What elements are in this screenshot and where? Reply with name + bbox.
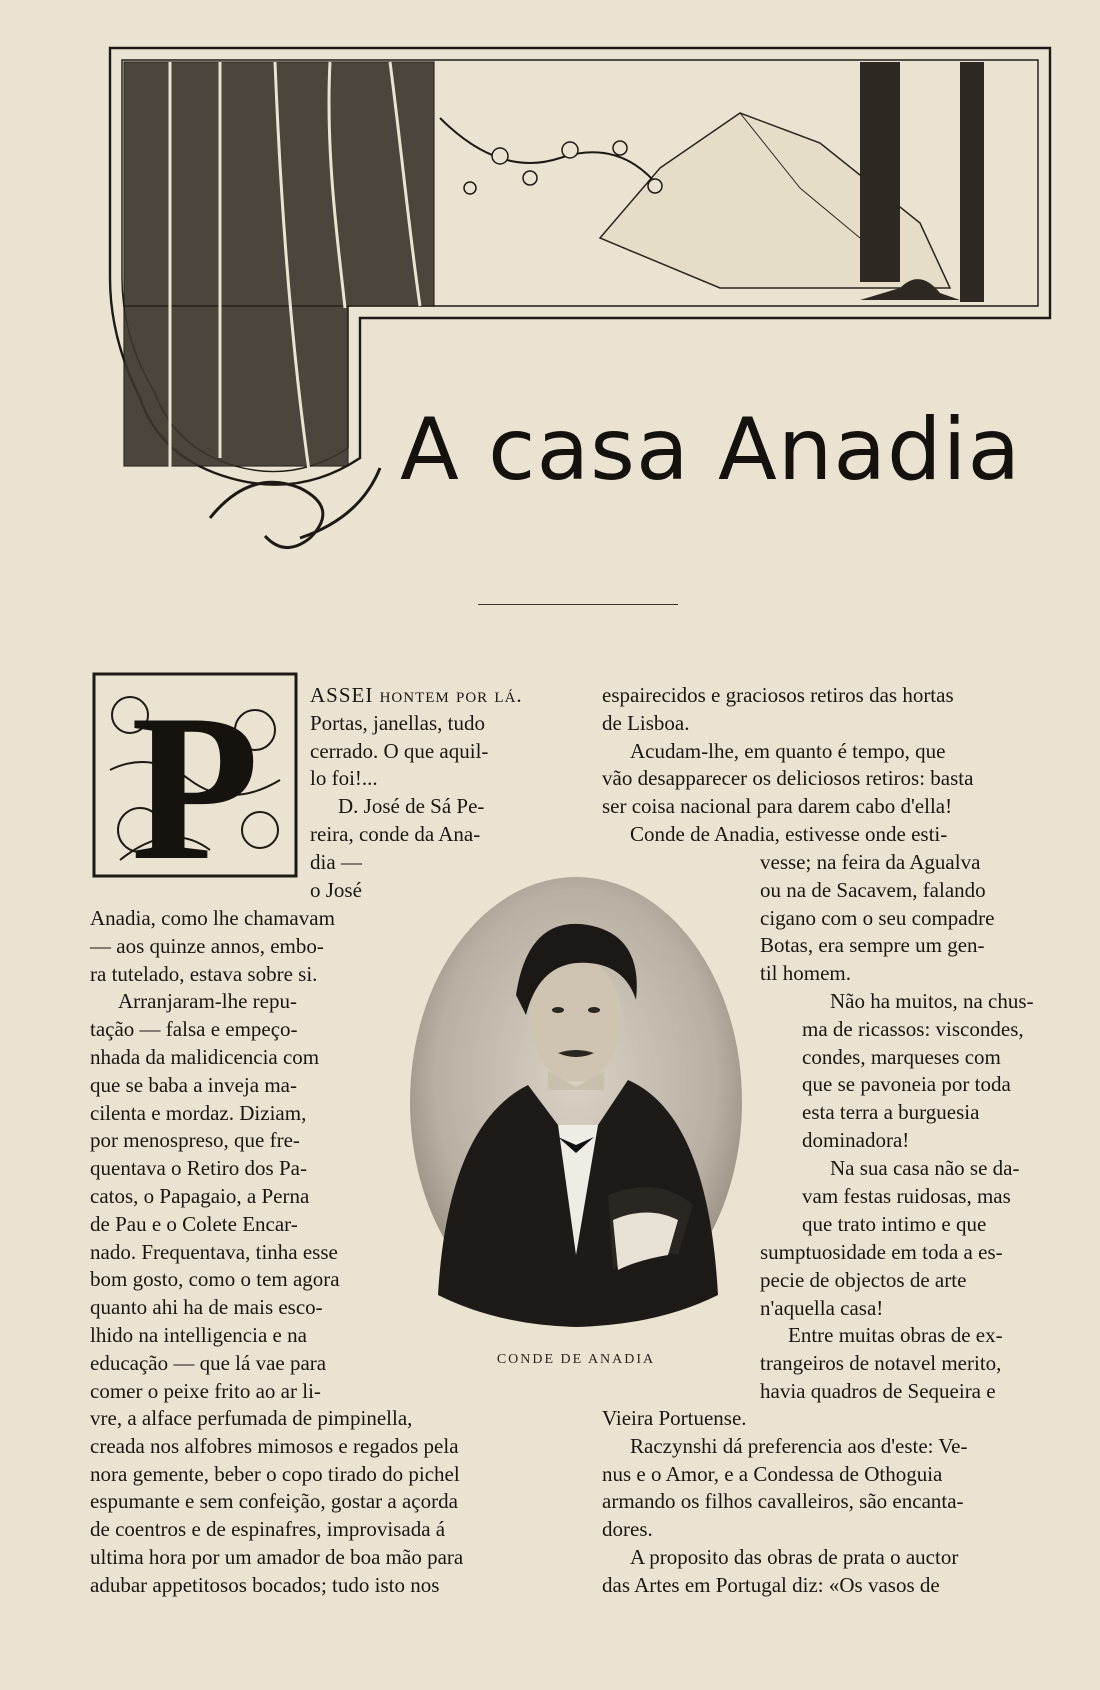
text-line: tação — falsa e empeço-: [90, 1017, 298, 1042]
text-line: lhido na intelligencia e na: [90, 1322, 307, 1347]
text-line: nus e o Amor, e a Condessa de Othoguia: [602, 1461, 943, 1486]
text-line: dores.: [602, 1517, 653, 1542]
text-line: das Artes em Portugal diz: «Os vasos de: [602, 1572, 940, 1597]
text-line: ou na de Sacavem, falando: [760, 877, 986, 902]
text-line: de coentros e de espinafres, improvisada á: [90, 1517, 446, 1542]
text-line: comer o peixe frito ao ar li-: [90, 1378, 321, 1403]
text-line: que trato intimo e que: [802, 1211, 987, 1236]
text-line: Vieira Portuense.: [602, 1406, 747, 1430]
text-line: nado. Frequentava, tinha esse: [90, 1239, 338, 1264]
text-line: trangeiros de notavel merito,: [760, 1351, 1002, 1376]
left-column-top: [310, 682, 558, 904]
right-column-c: [802, 988, 1070, 1183]
text-line: havia quadros de Sequeira e: [760, 1378, 996, 1403]
text-line: n'aquella casa!: [760, 1295, 884, 1320]
text-line: dominadora!: [802, 1127, 910, 1152]
text-line: ma de ricassos: viscondes,: [802, 1016, 1024, 1041]
text-line: til homem.: [760, 961, 851, 986]
right-column-b: [760, 849, 1070, 988]
text-line: creada nos alfobres mimosos e regados pela: [90, 1433, 459, 1458]
text-line: adubar appetitosos bocados; tudo isto nos: [90, 1572, 440, 1597]
dropcap-ornament: [90, 670, 300, 880]
text-line: nora gemente, beber o copo tirado do pichel: [90, 1461, 460, 1486]
text-line: vam festas ruidosas, mas: [802, 1184, 1011, 1208]
text-line: por menospreso, que fre-: [90, 1128, 300, 1153]
left-column-bottom: [90, 1405, 558, 1600]
text-line: Raczynshi dá preferencia aos d'este: Ve-: [630, 1433, 968, 1458]
right-column-e: [760, 1239, 1070, 1406]
text-line: educação — que lá vae para: [90, 1350, 327, 1375]
text-line: Botas, era sempre um gen-: [760, 933, 985, 958]
text-line: sumptuosidade em toda a es-: [760, 1240, 1003, 1264]
text-line: vesse; na feira da Agualva: [760, 850, 981, 874]
text-line: Portas, janellas, tudo: [310, 710, 485, 735]
portrait-photo: [408, 875, 744, 1329]
text-line: vão desapparecer os deliciosos retiros: basta: [602, 766, 974, 791]
text-line: quanto ahi ha de mais esco-: [90, 1295, 323, 1320]
text-line: reira, conde da Ana-: [310, 821, 481, 846]
right-column-bottom: [602, 1405, 1070, 1600]
text-line: ra tutelado, estava sobre si.: [90, 961, 318, 986]
text-line: Na sua casa não se da-: [830, 1155, 1020, 1180]
text-line: cigano com o seu compadre: [760, 905, 995, 930]
text-line: espumante e sem confeição, gostar a açorda: [90, 1489, 458, 1514]
left-column-middle: [90, 905, 402, 1405]
text-line: que se pavoneia por toda: [802, 1072, 1011, 1097]
text-line: vre, a alface perfumada de pimpinella,: [90, 1406, 413, 1430]
text-line: armando os filhos cavalleiros, são encanta-: [602, 1489, 964, 1514]
text-line: Acudam-lhe, em quanto é tempo, que: [630, 738, 946, 763]
portrait-caption: CONDE DE ANADIA: [496, 1352, 656, 1367]
text-line: ASSEI hontem por lá.: [310, 683, 523, 707]
text-line: esta terra a burguesia: [802, 1100, 980, 1125]
text-line: pecie de objectos de arte: [760, 1267, 967, 1292]
text-line: Conde de Anadia, estivesse onde esti-: [630, 821, 948, 846]
text-line: A proposito das obras de prata o auctor: [630, 1544, 959, 1569]
text-line: Entre muitas obras de ex-: [788, 1323, 1003, 1348]
right-column-d: [802, 1183, 1070, 1239]
text-line: espairecidos e graciosos retiros das hortas: [602, 683, 954, 707]
text-line: D. José de Sá Pe-: [338, 794, 485, 819]
text-line: condes, marqueses com: [802, 1044, 1001, 1069]
text-line: Anadia, como lhe chamavam: [90, 906, 335, 930]
title-divider: [478, 604, 678, 605]
text-line: o José: [310, 877, 362, 902]
text-line: que se baba a inveja ma-: [90, 1072, 297, 1097]
text-line: de Pau e o Colete Encar-: [90, 1211, 298, 1236]
text-line: cerrado. O que aquil-: [310, 738, 489, 763]
text-line: bom gosto, como o tem agora: [90, 1267, 340, 1292]
dropcap-letter: P: [130, 672, 260, 880]
text-line: ser coisa nacional para darem cabo d'ella!: [602, 794, 953, 819]
text-line: cilenta e mordaz. Diziam,: [90, 1100, 307, 1125]
text-line: Arranjaram-lhe repu-: [118, 989, 297, 1014]
text-line: nhada da malidicencia com: [90, 1044, 320, 1069]
text-line: — aos quinze annos, embo-: [90, 933, 324, 958]
right-column-top: [602, 682, 1070, 849]
text-line: catos, o Papagaio, a Perna: [90, 1183, 310, 1208]
text-line: lo foi!...: [310, 766, 378, 791]
page-title: A casa Anadia: [400, 400, 1022, 500]
text-line: ultima hora por um amador de boa mão para: [90, 1544, 464, 1569]
text-line: dia —: [310, 849, 362, 874]
text-line: quentava o Retiro dos Pa-: [90, 1156, 307, 1181]
text-line: de Lisboa.: [602, 710, 690, 735]
text-line: Não ha muitos, na chus-: [830, 989, 1034, 1013]
